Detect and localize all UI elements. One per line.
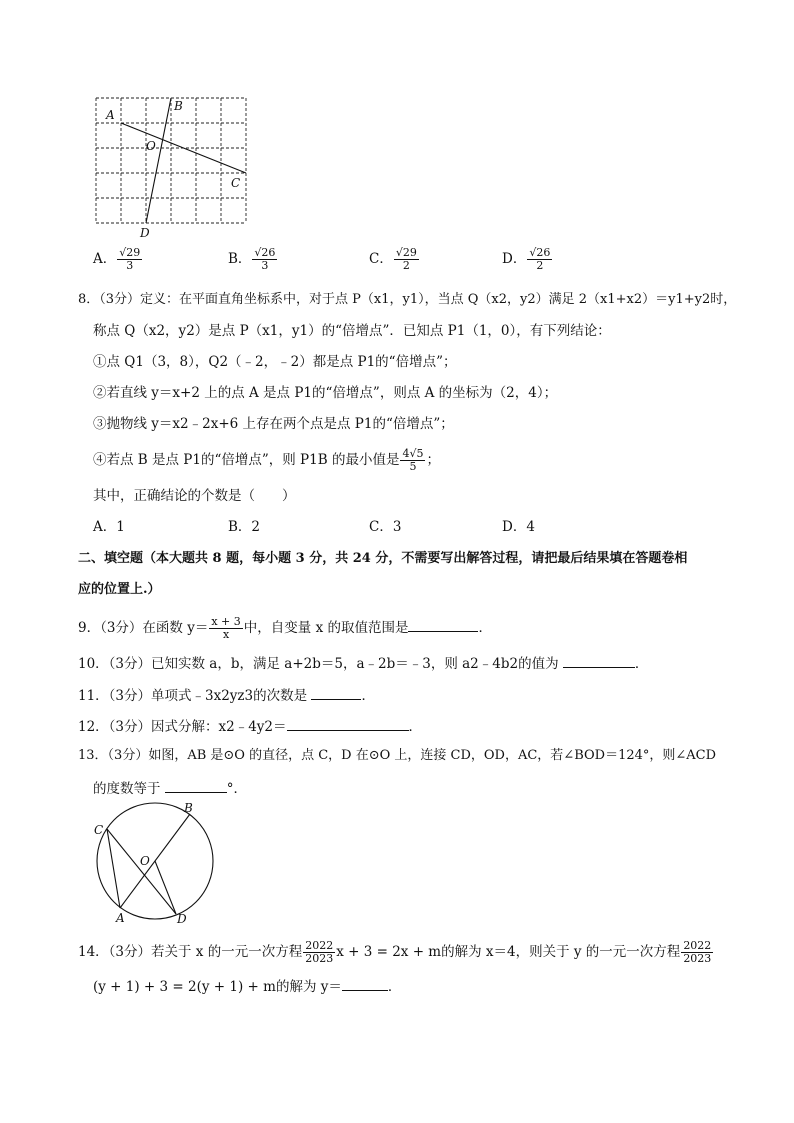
q8-option-d: D．4 bbox=[502, 519, 535, 535]
chord-cd bbox=[107, 829, 176, 914]
q10: 10．（3分）已知实数 a，b，满足 a+2b＝5，a﹣2b＝﹣3，则 a2﹣4b2的值为 ． bbox=[78, 653, 648, 673]
q8-conclusion-3: ③抛物线 y＝x2﹣2x+6 上存在两个点是点 P1的“倍增点”； bbox=[93, 416, 454, 432]
section2-heading-line2: 应的位置上.） bbox=[78, 582, 161, 597]
q7-option-a: A． $\frac{√29}{3}$ bbox=[93, 246, 141, 272]
q14-answer-blank bbox=[342, 976, 388, 991]
q11: 11．（3分）单项式﹣3x2yz3的次数是 ． bbox=[78, 685, 375, 705]
label-c: C bbox=[94, 823, 104, 837]
label-d: D bbox=[177, 912, 187, 926]
q8-stem-line1: 8．（3分）定义：在平面直角坐标系中，对于点 P（x1，y1），当点 Q（x2，y2）满足 2（x1+x2）＝y1+y2时， bbox=[78, 292, 737, 307]
q14-line2: (y + 1) + 3 = 2(y + 1) + m的解为 y＝ ． bbox=[93, 976, 401, 996]
q10-answer-blank bbox=[563, 653, 635, 668]
q13-answer-blank bbox=[165, 778, 227, 793]
label-o: O bbox=[140, 854, 150, 868]
q14-line1: 14．（3分）若关于 x 的一元一次方程 $\frac{2022}{2023}$ x + 3 = 2x + m的解为 x＝4，则关于 y 的一元一次方程 $\frac{2022}{2023}$ bbox=[78, 939, 712, 965]
q11-answer-blank bbox=[311, 685, 361, 700]
q7-grid-figure bbox=[88, 92, 258, 242]
q8-option-c: C．3 bbox=[369, 519, 402, 535]
label-a: A bbox=[106, 108, 115, 122]
q13-line1: 13．（3分）如图，AB 是⊙O 的直径，点 C，D 在⊙O 上，连接 CD，OD，AC，若∠BOD＝124°，则∠ACD bbox=[78, 748, 717, 763]
q8-conclusion-1: ①点 Q1（3，8），Q2（﹣2，﹣2）都是点 P1的“倍增点”； bbox=[93, 354, 457, 370]
q9-answer-blank bbox=[408, 617, 478, 632]
q7-option-b: B． $\frac{√26}{3}$ bbox=[228, 246, 276, 272]
q8-option-a: A．1 bbox=[93, 519, 125, 535]
label-c: C bbox=[231, 176, 241, 190]
radius-od bbox=[155, 861, 176, 914]
q8-stem-line2: 称点 Q（x2，y2）是点 P（x1，y1）的“倍增点”．已知点 P1（1，0），有下列结论： bbox=[93, 323, 611, 339]
q8-conclusion-4: ④若点 B 是点 P1的“倍增点”，则 P1B 的最小值是 $\frac{4√5}{5}$ ； bbox=[93, 447, 440, 473]
label-o: O bbox=[146, 139, 156, 153]
q8-conclusion-2: ②若直线 y＝x+2 上的点 A 是点 P1的“倍增点”，则点 A 的坐标为（2，4）； bbox=[93, 385, 558, 401]
q7-option-d: D． $\frac{√26}{2}$ bbox=[502, 246, 551, 272]
q8-option-b: B．2 bbox=[228, 519, 261, 535]
line-bd bbox=[146, 98, 171, 223]
q13-circle-figure bbox=[88, 798, 223, 926]
q7-dashed-grid bbox=[96, 98, 246, 223]
q12-answer-blank bbox=[287, 716, 409, 731]
q7-option-c: C． $\frac{√29}{2}$ bbox=[369, 246, 417, 272]
label-d: D bbox=[140, 226, 150, 240]
label-a: A bbox=[116, 911, 125, 925]
label-b: B bbox=[184, 801, 193, 815]
q9: 9．（3分）在函数 y＝ $\frac{x + 3}{x}$ 中，自变量 x 的取值范围是 ． bbox=[78, 615, 492, 641]
q13-line2: 的度数等于 °． bbox=[93, 778, 247, 798]
label-b: B bbox=[174, 99, 183, 113]
q8-question: 其中，正确结论的个数是（ ） bbox=[93, 488, 296, 504]
section2-heading-line1: 二、填空题（本大题共 8 题，每小题 3 分，共 24 分，不需要写出解答过程，请把最后结果填在答题卷相 bbox=[78, 551, 688, 566]
q12: 12．（3分）因式分解：x2﹣4y2＝ ． bbox=[78, 716, 422, 736]
